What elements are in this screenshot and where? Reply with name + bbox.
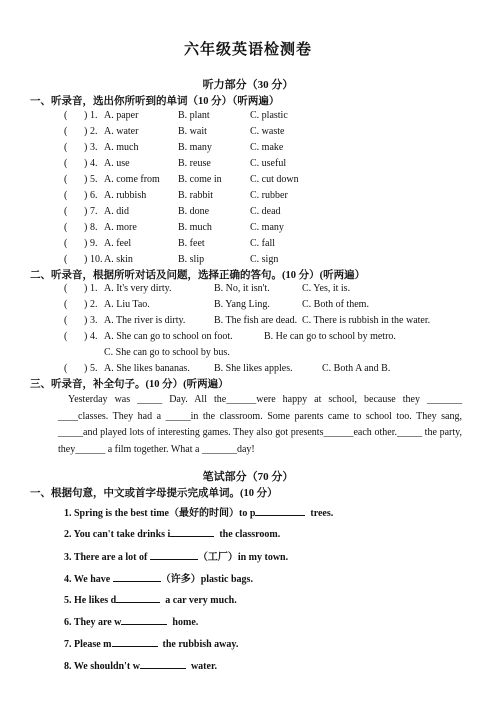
section3-heading: 三、听录音，补全句子。(10 分）(听两遍）	[30, 379, 229, 390]
answer-paren-open: (	[64, 238, 68, 249]
sentence-end: water.	[190, 661, 217, 672]
answer-paren-open: (	[64, 315, 68, 326]
answer-paren-open: (	[64, 190, 68, 201]
option-c: C. sign	[250, 254, 279, 265]
option-b: B. come in	[178, 174, 222, 185]
option-b: B. He can go to school by metro.	[264, 331, 396, 342]
list-item	[64, 570, 253, 585]
sentence-start: 5. He likes d	[64, 595, 117, 606]
answer-paren-close: )	[84, 363, 88, 374]
list-item	[64, 592, 237, 606]
option-b: B. No, it isn't.	[214, 283, 270, 294]
option-a: A. much	[104, 142, 139, 153]
answer-paren-open: (	[64, 363, 68, 374]
answer-paren-close: )	[84, 331, 88, 342]
item-number: 5.	[90, 174, 98, 185]
item-number: 5.	[90, 363, 98, 374]
option-c: C. Yes, it is.	[302, 283, 351, 294]
answer-blank[interactable]	[113, 571, 161, 582]
list-item	[64, 526, 280, 540]
answer-paren-close: )	[84, 283, 88, 294]
item-number: 3.	[90, 142, 98, 153]
option-c: C. She can go to school by bus.	[104, 347, 230, 358]
answer-paren-open: (	[64, 222, 68, 233]
answer-paren-open: (	[64, 126, 68, 137]
option-a: A. It's very dirty.	[104, 283, 172, 294]
section2-heading: 二、听录音，根据所听对话及问题，选择正确的答句。(10 分）(听两遍）	[30, 270, 366, 281]
answer-paren-close: )	[84, 158, 88, 169]
sentence-start: 7. Please m	[64, 639, 112, 650]
answer-paren-open: (	[64, 206, 68, 217]
option-b: B. wait	[178, 126, 207, 137]
option-a: A. skin	[104, 254, 133, 265]
answer-paren-close: )	[84, 315, 88, 326]
answer-blank[interactable]	[140, 658, 186, 669]
answer-paren-close: )	[84, 174, 88, 185]
fill-in-paragraph: Yesterday was _____ Day. All the______were happy at school, because they _______ ____classes. They had a _____in the classroom. Some parents came to school too. They sang, _____and played lots of interesting games. They also got presents______each other._____ the party, they______ a film together. What a _______day!	[58, 394, 462, 455]
answer-paren-close: )	[84, 238, 88, 249]
list-item	[64, 658, 217, 672]
answer-paren-open: (	[64, 142, 68, 153]
answer-paren-open: (	[64, 110, 68, 121]
option-a: A. She can go to school on foot.	[104, 331, 233, 342]
sentence-end: （工厂）in my town.	[197, 552, 289, 563]
option-c: C. rubber	[250, 190, 288, 201]
option-b: B. slip	[178, 254, 205, 265]
option-a: A. feel	[104, 238, 132, 249]
section4-heading: 一、根据句意，中文或首字母提示完成单词。(10 分）	[30, 488, 278, 499]
option-a: A. paper	[104, 110, 139, 121]
option-c: C. dead	[250, 206, 281, 217]
sentence-start: 1. Spring is the best time（最好的时间）to p	[64, 508, 256, 519]
option-b: B. feet	[178, 238, 205, 249]
sentence-start: 8. We shouldn't w	[64, 661, 140, 672]
answer-paren-close: )	[84, 126, 88, 137]
option-c: C. many	[250, 222, 284, 233]
option-a: A. more	[104, 222, 137, 233]
item-number: 8.	[90, 222, 98, 233]
sentence-end: home.	[172, 617, 199, 628]
item-number: 9.	[90, 238, 98, 249]
answer-blank[interactable]	[112, 636, 158, 647]
option-b: B. She likes apples.	[214, 363, 293, 374]
item-number: 10.	[90, 254, 103, 265]
option-a: A. Liu Tao.	[104, 299, 150, 310]
option-c: C. fall	[250, 238, 275, 249]
answer-blank[interactable]	[170, 526, 214, 537]
option-b: B. many	[178, 142, 212, 153]
option-c: C. waste	[250, 126, 285, 137]
option-b: B. much	[178, 222, 212, 233]
option-a: A. use	[104, 158, 130, 169]
page-title: 六年级英语检测卷	[183, 42, 312, 58]
answer-paren-open: (	[64, 158, 68, 169]
option-a: A. rubbish	[104, 190, 147, 201]
answer-paren-open: (	[64, 174, 68, 185]
list-item	[64, 614, 198, 628]
list-item	[64, 504, 333, 519]
answer-blank[interactable]	[255, 505, 305, 516]
item-number: 4.	[90, 158, 98, 169]
item-number: 2.	[90, 126, 98, 137]
list-item	[64, 636, 238, 650]
answer-paren-close: )	[84, 142, 88, 153]
answer-paren-open: (	[64, 331, 68, 342]
section1-heading: 一、听录音，选出你所听到的单词（10 分）（听两遍）	[30, 96, 280, 107]
item-number: 3.	[90, 315, 98, 326]
item-number: 1.	[90, 110, 98, 121]
answer-paren-close: )	[84, 110, 88, 121]
option-b: B. Yang Ling.	[214, 299, 270, 310]
answer-blank[interactable]	[150, 549, 198, 560]
option-c: C. make	[250, 142, 284, 153]
sentence-start: 2. You can't take drinks i	[64, 529, 171, 540]
option-b: B. plant	[178, 110, 210, 121]
written-header: 笔试部分（70 分）	[202, 471, 294, 483]
option-c: C. Both A and B.	[322, 363, 391, 374]
sentence-end: （许多）plastic bags.	[160, 574, 253, 585]
option-b: B. done	[178, 206, 210, 217]
answer-paren-close: )	[84, 222, 88, 233]
sentence-start: 3. There are a lot of	[64, 552, 148, 563]
sentence-end: trees.	[310, 508, 334, 519]
option-c: C. cut down	[250, 174, 299, 185]
option-c: C. useful	[250, 158, 287, 169]
item-number: 4.	[90, 331, 98, 342]
item-number: 6.	[90, 190, 98, 201]
sentence-end: a car very much.	[165, 595, 237, 606]
option-b: B. reuse	[178, 158, 211, 169]
answer-paren-close: )	[84, 299, 88, 310]
sentence-start: 4. We have	[64, 574, 111, 585]
sentence-start: 6. They are w	[64, 617, 122, 628]
option-c: C. plastic	[250, 110, 288, 121]
option-a: A. did	[104, 206, 129, 217]
option-a: A. The river is dirty.	[104, 315, 186, 326]
answer-blank[interactable]	[121, 614, 167, 625]
answer-paren-open: (	[64, 254, 68, 265]
option-b: B. rabbit	[178, 190, 213, 201]
option-a: A. water	[104, 126, 139, 137]
item-number: 7.	[90, 206, 98, 217]
answer-paren-open: (	[64, 283, 68, 294]
answer-paren-close: )	[84, 190, 88, 201]
answer-blank[interactable]	[116, 592, 160, 603]
option-c: C. There is rubbish in the water.	[302, 315, 431, 326]
option-b: B. The fish are dead.	[214, 315, 298, 326]
listening-header: 听力部分（30 分）	[202, 79, 294, 91]
sentence-end: the classroom.	[219, 529, 281, 540]
sentence-end: the rubbish away.	[162, 639, 239, 650]
answer-paren-open: (	[64, 299, 68, 310]
option-a: A. come from	[104, 174, 160, 185]
answer-paren-close: )	[84, 206, 88, 217]
item-number: 1.	[90, 283, 98, 294]
option-c: C. Both of them.	[302, 299, 369, 310]
option-a: A. She likes bananas.	[104, 363, 190, 374]
answer-paren-close: )	[84, 254, 88, 265]
list-item	[64, 548, 288, 563]
item-number: 2.	[90, 299, 98, 310]
